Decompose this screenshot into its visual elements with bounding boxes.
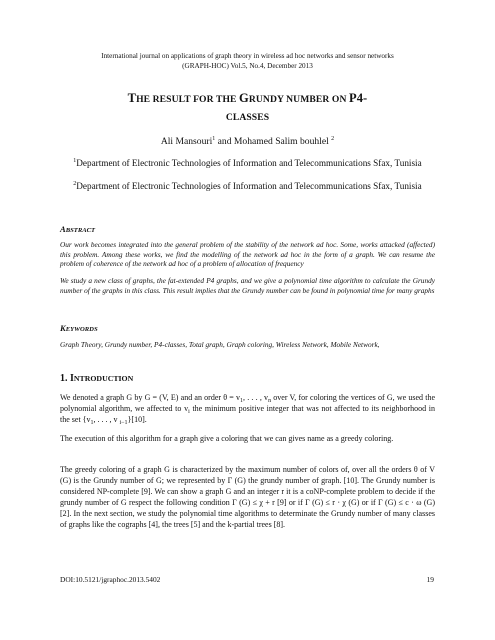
keywords-heading — [60, 323, 98, 333]
author-line — [60, 136, 435, 147]
text-run: }[10]. — [127, 414, 147, 424]
text-run: over V, for coloring the vertices of G, we used the polynomial algorithm, we affected to v — [60, 393, 436, 413]
heading-rest: BSTRACT — [65, 227, 96, 234]
heading-rest: EYWORDS — [65, 326, 98, 333]
intro-paragraph-2: The execution of this algorithm for a graph give a coloring that we can gives name as a greedy coloring. — [60, 434, 394, 443]
abstract-heading — [60, 224, 95, 234]
heading-initial: A — [60, 224, 66, 234]
affiliation-number: 2 — [73, 181, 77, 187]
title-part: P4- — [348, 91, 368, 105]
title-part: RUNDY NUMBER ON — [248, 94, 349, 105]
affiliation-marker: 2 — [331, 136, 335, 142]
heading-initial: K — [60, 323, 66, 333]
affiliation-2 — [60, 181, 435, 193]
subscript: n — [268, 398, 272, 404]
title-part: T — [127, 91, 137, 105]
text-run: We denoted a graph G by G = (V, E) and an order θ = v — [60, 393, 241, 402]
title-part: CLASSES — [225, 112, 270, 123]
heading-initial: I — [70, 373, 74, 384]
author-name: and Mohamed Salim bouhlel — [215, 136, 332, 147]
text-run: , . . . , v — [93, 414, 120, 424]
affiliation-marker: 1 — [212, 136, 216, 142]
title-part: G — [239, 91, 249, 105]
text-run: , . . . , v — [243, 393, 269, 402]
section-number: 1. — [60, 373, 70, 384]
affiliation-text: Department of Electronic Technologies of Information and Telecommunications Sfax, Tunisia — [76, 181, 422, 191]
introduction-heading — [60, 373, 133, 384]
doi-footer: DOI:10.5121/jgraphoc.2013.5402 — [60, 575, 161, 584]
subscript: i−1 — [119, 419, 128, 426]
heading-rest: NTRODUCTION — [73, 374, 134, 383]
affiliation-1 — [60, 158, 435, 170]
journal-issue: (GRAPH-HOC) Vol.5, No.4, December 2013 — [182, 61, 313, 70]
keywords-text: Graph Theory, Grundy number, P4-classes, Total graph, Graph coloring, Wireless Network, Mobile Network, — [60, 340, 380, 349]
paper-title — [60, 90, 435, 126]
text-run: the minimum positive integer that was not affected to its neighborhood in the set {v — [60, 403, 436, 424]
intro-paragraph-3: The greedy coloring of a graph G is characterized by the maximum number of colors of, over all the orders θ of V (G) is the Grundy number of G; we represented by Γ (G) the grundy number of graph. [10]. The Grundy number is considered NP-complete [9]. We can show a graph G and an integer r it is a coNP-complete problem to decide if the grundy number of G respect the following condition Γ (G) ≤ χ + r [9] or if Γ (G) ≤ r ⋅ χ (G) or if Γ (G) ≤ c ⋅ ω (G) [2]. In the next section, we study the polynomial time algorithms to determinate the Grundy number of many classes of graphs like the cographs [4], the trees [5] and the k-partial trees [8]. — [60, 465, 435, 529]
page-number: 19 — [426, 575, 434, 584]
author-name: Ali Mansouri — [160, 136, 213, 147]
abstract-paragraph-2: We study a new class of graphs, the fat-extended P4 graphs, and we give a polynomial time algorithm to calculate the Grundy number of the graphs in this class. This result implies that the Grundy number can be found in polynomial time for many graphs — [60, 276, 435, 295]
intro-paragraph-1 — [60, 393, 435, 426]
subscript: i — [188, 408, 190, 415]
subscript: 1 — [240, 398, 244, 404]
journal-header — [60, 52, 435, 71]
title-part: HE RESULT FOR THE — [136, 94, 240, 105]
affiliation-number: 1 — [73, 158, 77, 164]
subscript: 1 — [90, 419, 94, 426]
journal-name: International journal on applications of graph theory in wireless ad hoc networks and sensor networks — [101, 52, 394, 60]
affiliation-text: Department of Electronic Technologies of Information and Telecommunications Sfax, Tunisia — [76, 158, 422, 168]
abstract-paragraph-1: Our work becomes integrated into the general problem of the stability of the network ad hoc. Some, works attacked (affected) this problem. Among these works, we find the modelling of the network ad hoc in the form of a graph. We can resume the problem of coherence of the network ad hoc of a problem of allocation of frequency — [60, 240, 435, 269]
